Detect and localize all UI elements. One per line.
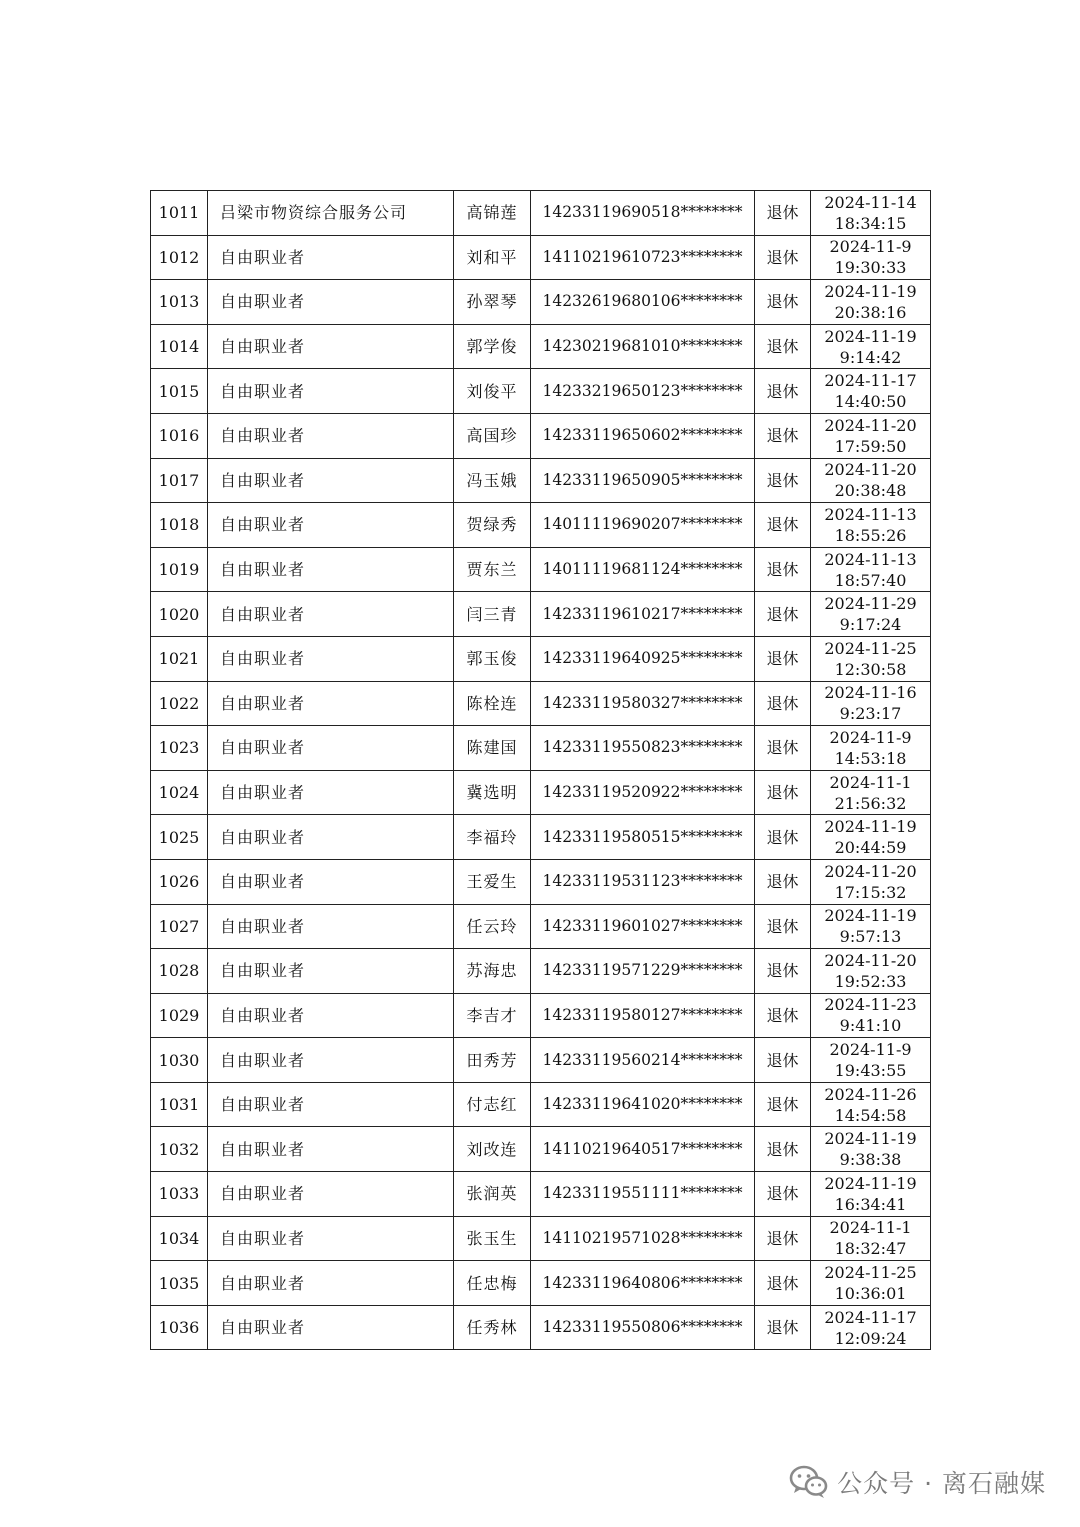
employer-cell: 自由职业者 [208,369,454,414]
row-number-cell: 1016 [151,413,208,458]
timestamp-date: 2024-11-23 [824,995,917,1015]
timestamp-date: 2024-11-9 [829,1040,912,1060]
timestamp-time: 9:14:42 [839,347,902,367]
timestamp-cell [811,1127,931,1172]
person-name-cell: 冀选明 [454,770,531,815]
timestamp-time: 9:17:24 [839,615,902,635]
timestamp-cell [811,413,931,458]
timestamp-time: 9:23:17 [839,704,902,724]
row-number-cell: 1023 [151,726,208,771]
employer-cell: 自由职业者 [208,458,454,503]
employer-cell: 自由职业者 [208,1038,454,1083]
timestamp-time: 9:57:13 [839,927,902,947]
id-number-cell: 14233119640925******** [531,636,755,681]
status-cell: 退休 [755,547,811,592]
timestamp-date: 2024-11-13 [824,504,917,524]
timestamp-cell [811,458,931,503]
id-number-cell: 14232619680106******** [531,280,755,325]
employer-cell: 自由职业者 [208,726,454,771]
employer-cell: 自由职业者 [208,1305,454,1350]
id-number-cell: 14233119601027******** [531,904,755,949]
timestamp-date: 2024-11-9 [829,237,912,257]
employer-cell: 自由职业者 [208,592,454,637]
row-number-cell: 1012 [151,235,208,280]
row-number-cell: 1032 [151,1127,208,1172]
table-row [151,1305,931,1350]
timestamp-time: 18:34:15 [834,213,907,233]
id-number-cell: 14233119550806******** [531,1305,755,1350]
timestamp-date: 2024-11-29 [824,594,917,614]
table-row [151,280,931,325]
timestamp-date: 2024-11-25 [824,1263,917,1283]
timestamp-date: 2024-11-1 [829,1218,912,1238]
timestamp-time: 20:44:59 [834,838,907,858]
id-number-cell: 14110219640517******** [531,1127,755,1172]
status-cell: 退休 [755,770,811,815]
timestamp-cell [811,904,931,949]
timestamp-time: 14:54:58 [834,1105,907,1125]
table-body [151,191,931,1350]
table-row [151,324,931,369]
watermark [789,1460,1046,1504]
employer-cell: 自由职业者 [208,1261,454,1306]
timestamp-cell [811,770,931,815]
table-row [151,949,931,994]
row-number-cell: 1036 [151,1305,208,1350]
status-cell: 退休 [755,1038,811,1083]
timestamp-date: 2024-11-14 [824,192,917,212]
row-number-cell: 1019 [151,547,208,592]
row-number-cell: 1024 [151,770,208,815]
timestamp-time: 14:53:18 [834,748,907,768]
timestamp-time: 18:55:26 [834,525,907,545]
row-number-cell: 1021 [151,636,208,681]
timestamp-date: 2024-11-13 [824,549,917,569]
row-number-cell: 1027 [151,904,208,949]
status-cell: 退休 [755,235,811,280]
row-number-cell: 1029 [151,993,208,1038]
id-number-cell: 14233119641020******** [531,1082,755,1127]
id-number-cell: 14233119690518******** [531,191,755,236]
timestamp-date: 2024-11-1 [829,772,912,792]
table-row [151,592,931,637]
timestamp-time: 19:30:33 [834,258,907,278]
timestamp-date: 2024-11-17 [824,1307,917,1327]
person-name-cell: 高国珍 [454,413,531,458]
timestamp-date: 2024-11-25 [824,638,917,658]
employer-cell: 自由职业者 [208,681,454,726]
timestamp-cell [811,369,931,414]
row-number-cell: 1033 [151,1172,208,1217]
row-number-cell: 1034 [151,1216,208,1261]
employer-cell: 自由职业者 [208,1127,454,1172]
table-row [151,636,931,681]
row-number-cell: 1035 [151,1261,208,1306]
timestamp-cell [811,235,931,280]
timestamp-date: 2024-11-16 [824,683,917,703]
person-name-cell: 高锦莲 [454,191,531,236]
status-cell: 退休 [755,592,811,637]
table-row [151,1216,931,1261]
table-row [151,1082,931,1127]
row-number-cell: 1020 [151,592,208,637]
timestamp-time: 19:43:55 [834,1061,907,1081]
id-number-cell: 14233119640806******** [531,1261,755,1306]
id-number-cell: 14233119650905******** [531,458,755,503]
person-name-cell: 付志红 [454,1082,531,1127]
employer-cell: 自由职业者 [208,413,454,458]
id-number-cell: 14233119551111******** [531,1172,755,1217]
person-name-cell: 孙翠琴 [454,280,531,325]
employer-cell: 自由职业者 [208,815,454,860]
status-cell: 退休 [755,1261,811,1306]
watermark-text: 公众号 · 离石融媒 [837,1469,1046,1498]
status-cell: 退休 [755,458,811,503]
status-cell: 退休 [755,859,811,904]
table-row [151,904,931,949]
id-number-cell: 14230219681010******** [531,324,755,369]
timestamp-cell [811,1082,931,1127]
person-name-cell: 闫三青 [454,592,531,637]
row-number-cell: 1022 [151,681,208,726]
person-name-cell: 冯玉娥 [454,458,531,503]
timestamp-date: 2024-11-20 [824,861,917,881]
id-number-cell: 14233119531123******** [531,859,755,904]
table-row [151,1038,931,1083]
status-cell: 退休 [755,324,811,369]
employer-cell: 吕梁市物资综合服务公司 [208,191,454,236]
id-number-cell: 14233119550823******** [531,726,755,771]
id-number-cell: 14233119571229******** [531,949,755,994]
person-name-cell: 任秀林 [454,1305,531,1350]
status-cell: 退休 [755,1082,811,1127]
table-row [151,993,931,1038]
timestamp-time: 12:30:58 [834,659,907,679]
id-number-cell: 14233119560214******** [531,1038,755,1083]
timestamp-date: 2024-11-20 [824,460,917,480]
timestamp-time: 18:32:47 [834,1239,907,1259]
status-cell: 退休 [755,1127,811,1172]
timestamp-date: 2024-11-26 [824,1084,917,1104]
employer-cell: 自由职业者 [208,1216,454,1261]
table-row [151,369,931,414]
row-number-cell: 1026 [151,859,208,904]
timestamp-cell [811,681,931,726]
id-number-cell: 14011119690207******** [531,503,755,548]
person-name-cell: 郭玉俊 [454,636,531,681]
timestamp-cell [811,815,931,860]
person-name-cell: 苏海忠 [454,949,531,994]
retiree-table [150,190,931,1350]
timestamp-time: 20:38:48 [834,481,907,501]
id-number-cell: 14233119520922******** [531,770,755,815]
timestamp-cell [811,636,931,681]
employer-cell: 自由职业者 [208,503,454,548]
id-number-cell: 14233119650602******** [531,413,755,458]
status-cell: 退休 [755,191,811,236]
table-row [151,859,931,904]
person-name-cell: 任云玲 [454,904,531,949]
row-number-cell: 1017 [151,458,208,503]
status-cell: 退休 [755,815,811,860]
timestamp-cell [811,592,931,637]
timestamp-date: 2024-11-9 [829,727,912,747]
timestamp-time: 10:36:01 [834,1284,907,1304]
row-number-cell: 1025 [151,815,208,860]
row-number-cell: 1028 [151,949,208,994]
person-name-cell: 王爱生 [454,859,531,904]
employer-cell: 自由职业者 [208,859,454,904]
person-name-cell: 刘和平 [454,235,531,280]
timestamp-cell [811,547,931,592]
timestamp-cell [811,280,931,325]
person-name-cell: 陈建国 [454,726,531,771]
timestamp-time: 20:38:16 [834,302,907,322]
timestamp-time: 16:34:41 [834,1194,907,1214]
person-name-cell: 李吉才 [454,993,531,1038]
table-row [151,1172,931,1217]
timestamp-cell [811,191,931,236]
timestamp-date: 2024-11-19 [824,1129,917,1149]
timestamp-cell [811,1038,931,1083]
timestamp-time: 14:40:50 [834,392,907,412]
table-row [151,681,931,726]
timestamp-date: 2024-11-19 [824,281,917,301]
id-number-cell: 14110219610723******** [531,235,755,280]
employer-cell: 自由职业者 [208,904,454,949]
status-cell: 退休 [755,1216,811,1261]
table-row [151,815,931,860]
id-number-cell: 14233119610217******** [531,592,755,637]
timestamp-time: 17:59:50 [834,436,907,456]
person-name-cell: 贺绿秀 [454,503,531,548]
person-name-cell: 刘俊平 [454,369,531,414]
person-name-cell: 田秀芳 [454,1038,531,1083]
person-name-cell: 张玉生 [454,1216,531,1261]
status-cell: 退休 [755,993,811,1038]
table-row [151,235,931,280]
wechat-icon [789,1464,829,1500]
id-number-cell: 14110219571028******** [531,1216,755,1261]
timestamp-time: 19:52:33 [834,971,907,991]
id-number-cell: 14233119580515******** [531,815,755,860]
timestamp-time: 18:57:40 [834,570,907,590]
table-row [151,1127,931,1172]
status-cell: 退休 [755,503,811,548]
timestamp-date: 2024-11-17 [824,371,917,391]
table-row [151,503,931,548]
timestamp-cell [811,859,931,904]
timestamp-time: 17:15:32 [834,882,907,902]
row-number-cell: 1031 [151,1082,208,1127]
timestamp-time: 21:56:32 [834,793,907,813]
timestamp-time: 9:38:38 [839,1150,902,1170]
person-name-cell: 刘改连 [454,1127,531,1172]
employer-cell: 自由职业者 [208,547,454,592]
row-number-cell: 1015 [151,369,208,414]
status-cell: 退休 [755,636,811,681]
employer-cell: 自由职业者 [208,1172,454,1217]
timestamp-date: 2024-11-19 [824,1173,917,1193]
timestamp-date: 2024-11-20 [824,415,917,435]
table-row [151,770,931,815]
employer-cell: 自由职业者 [208,770,454,815]
id-number-cell: 14233219650123******** [531,369,755,414]
employer-cell: 自由职业者 [208,235,454,280]
status-cell: 退休 [755,681,811,726]
table-row [151,458,931,503]
table-row [151,191,931,236]
timestamp-cell [811,324,931,369]
status-cell: 退休 [755,726,811,771]
status-cell: 退休 [755,904,811,949]
timestamp-date: 2024-11-19 [824,906,917,926]
status-cell: 退休 [755,369,811,414]
employer-cell: 自由职业者 [208,1082,454,1127]
timestamp-cell [811,1216,931,1261]
employer-cell: 自由职业者 [208,636,454,681]
timestamp-cell [811,1261,931,1306]
id-number-cell: 14233119580327******** [531,681,755,726]
timestamp-date: 2024-11-19 [824,817,917,837]
row-number-cell: 1013 [151,280,208,325]
timestamp-date: 2024-11-19 [824,326,917,346]
table-row [151,726,931,771]
status-cell: 退休 [755,280,811,325]
timestamp-cell [811,993,931,1038]
row-number-cell: 1018 [151,503,208,548]
status-cell: 退休 [755,949,811,994]
employer-cell: 自由职业者 [208,324,454,369]
timestamp-time: 12:09:24 [834,1328,907,1348]
table-row [151,1261,931,1306]
status-cell: 退休 [755,1305,811,1350]
id-number-cell: 14011119681124******** [531,547,755,592]
timestamp-time: 9:41:10 [839,1016,902,1036]
status-cell: 退休 [755,413,811,458]
timestamp-date: 2024-11-20 [824,950,917,970]
employer-cell: 自由职业者 [208,993,454,1038]
person-name-cell: 郭学俊 [454,324,531,369]
employer-cell: 自由职业者 [208,280,454,325]
row-number-cell: 1014 [151,324,208,369]
table-row [151,413,931,458]
timestamp-cell [811,503,931,548]
timestamp-cell [811,1305,931,1350]
id-number-cell: 14233119580127******** [531,993,755,1038]
person-name-cell: 张润英 [454,1172,531,1217]
row-number-cell: 1011 [151,191,208,236]
status-cell: 退休 [755,1172,811,1217]
person-name-cell: 任忠梅 [454,1261,531,1306]
row-number-cell: 1030 [151,1038,208,1083]
timestamp-cell [811,1172,931,1217]
table-row [151,547,931,592]
timestamp-cell [811,949,931,994]
person-name-cell: 李福玲 [454,815,531,860]
person-name-cell: 陈栓连 [454,681,531,726]
timestamp-cell [811,726,931,771]
person-name-cell: 贾东兰 [454,547,531,592]
employer-cell: 自由职业者 [208,949,454,994]
